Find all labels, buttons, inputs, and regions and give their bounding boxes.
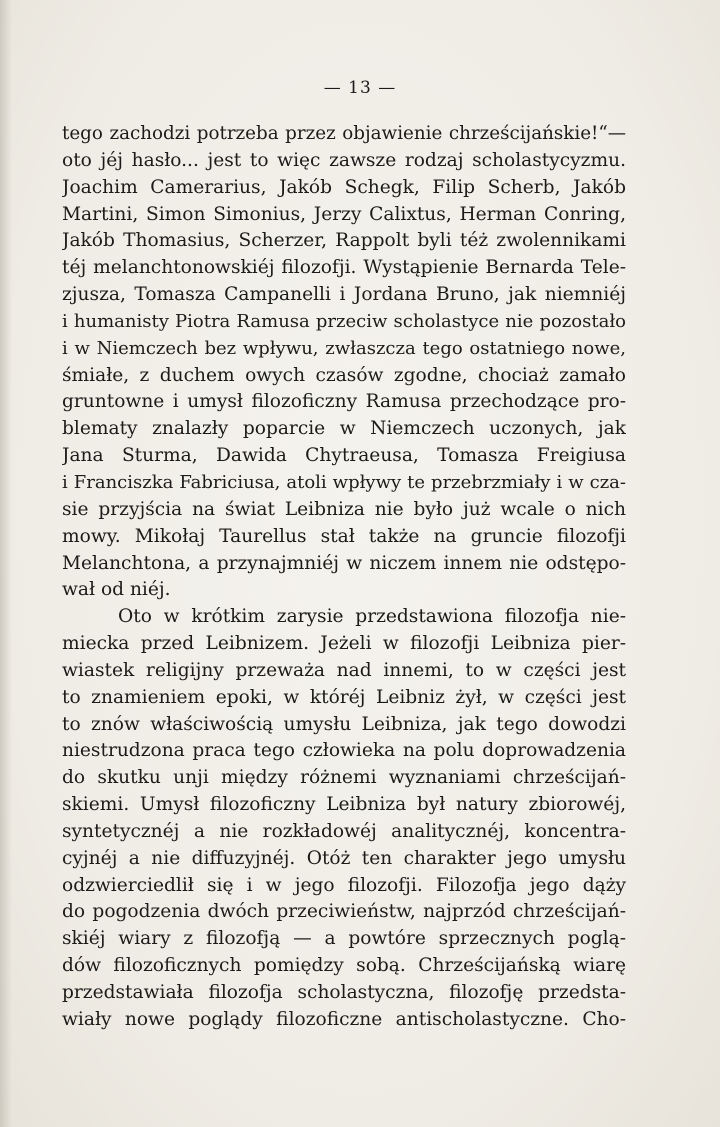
page-edge-shadow xyxy=(0,0,12,1127)
text-line: skiemi. Umysł filozoficzny Leibniza był natury zbiorowéj, xyxy=(62,794,626,816)
text-line: Jana Sturma, Dawida Chytraeusa, Tomasza Freigiusa xyxy=(62,445,626,467)
text-line: Jakób Thomasius, Scherzer, Rappolt byli téż zwolennikami xyxy=(62,230,626,252)
text-line: i Franciszka Fabriciusa, atoli wpływy te przebrzmiały i w cza- xyxy=(62,471,626,493)
body-text xyxy=(62,121,626,1034)
text-line: przedstawiała filozofja scholastyczna, filozofję przedsta- xyxy=(62,982,626,1003)
text-line: Oto w krótkim zarysie przedstawiona filozofja nie- xyxy=(118,606,626,628)
text-line: to znów właściwością umysłu Leibniza, jak tego dowodzi xyxy=(62,713,626,735)
text-line: dów filozoficznych pomiędzy sobą. Chrześcijańską wiarę xyxy=(62,955,626,977)
text-line: do skutku unji między różnemi wyznaniami chrześcijań- xyxy=(62,767,626,789)
text-line: do pogodzenia dwóch przeciwieństw, najprzód chrześcijań- xyxy=(62,901,626,923)
text-line: odzwierciedlił się i w jego filozofji. Filozofja jego dąży xyxy=(62,874,626,896)
text-line: blematy znalazły poparcie w Niemczech uczonych, jak xyxy=(62,418,626,440)
text-line: wiastek religijny przeważa nad innemi, to w części jest xyxy=(62,659,626,681)
text-line: gruntowne i umysł filozoficzny Ramusa przechodzące pro- xyxy=(62,391,626,413)
text-line: Martini, Simon Simonius, Jerzy Calixtus, Herman Conring, xyxy=(62,203,626,225)
text-line: oto jéj hasło... jest to więc zawsze rodzaj scholastycyzmu. xyxy=(62,149,626,171)
page-number: — 13 — xyxy=(323,78,397,98)
text-line: niestrudzona praca tego człowieka na polu doprowadzenia xyxy=(62,740,626,762)
text-line: téj melanchtonowskiéj filozofji. Wystąpienie Bernarda Tele- xyxy=(62,257,626,279)
text-line: zjusza, Tomasza Campanelli i Jordana Bruno, jak niemniéj xyxy=(62,284,626,306)
text-line: cyjnéj a nie diffuzyjnéj. Otóż ten charakter jego umysłu xyxy=(62,847,626,869)
text-line: syntetycznéj a nie rozkładowéj analitycznéj, koncentra- xyxy=(62,820,626,842)
text-line: śmiałe, z duchem owych czasów zgodne, chociaż zamało xyxy=(62,364,626,386)
text-line: to znamieniem epoki, w któréj Leibniz żył, w części jest xyxy=(62,686,626,708)
text-line: i humanisty Piotra Ramusa przeciw scholastyce nie pozostało xyxy=(62,310,626,332)
text-line: Melanchtona, a przynajmniéj w niczem innem nie odstępo- xyxy=(62,552,626,574)
text-line: wiały nowe poglądy filozoficzne antischolastyczne. Cho- xyxy=(62,1008,626,1030)
text-line: sie przyjścia na świat Leibniza nie było już wcale o nich xyxy=(62,498,626,520)
text-line: i w Niemczech bez wpływu, zwłaszcza tego ostatniego nowe, xyxy=(62,337,626,359)
text-line: miecka przed Leibnizem. Jeżeli w filozofji Leibniza pier- xyxy=(62,633,626,655)
text-line: skiéj wiary z filozofją — a powtóre sprzecznych poglą- xyxy=(62,928,626,950)
text-line: mowy. Mikołaj Taurellus stał także na gruncie filozofji xyxy=(62,525,626,547)
text-line: wał od niéj. xyxy=(62,579,171,601)
text-line: Joachim Camerarius, Jakób Schegk, Filip Scherb, Jakób xyxy=(62,176,626,198)
text-line: tego zachodzi potrzeba przez objawienie chrześcijańskie!“— xyxy=(62,123,626,144)
